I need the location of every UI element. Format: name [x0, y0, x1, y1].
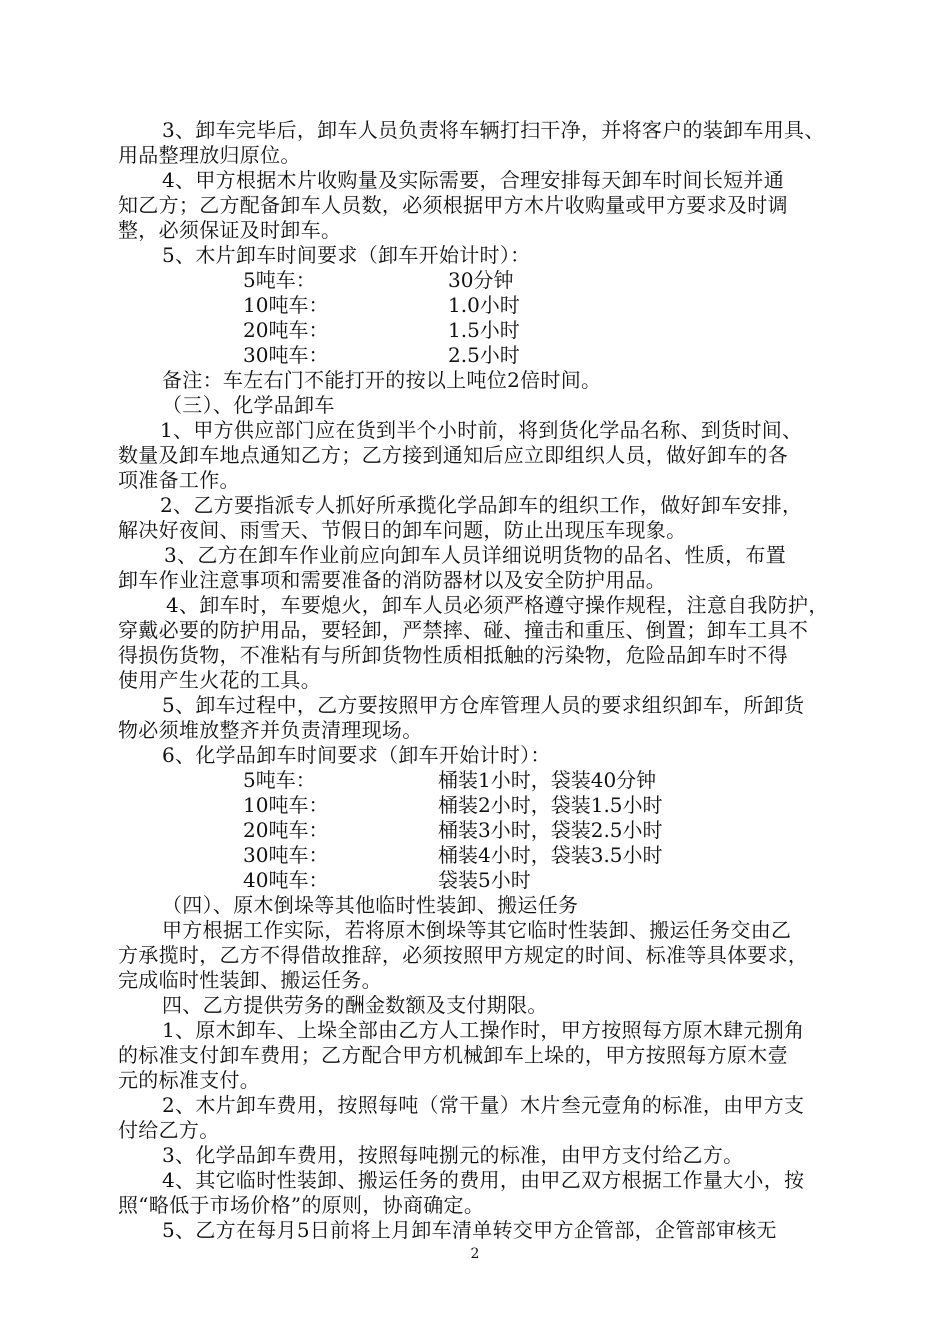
section-heading: 四、乙方提供劳务的酬金数额及支付期限。 — [162, 993, 548, 1017]
paragraph-line: 2、木片卸车费用，按照每吨（常干量）木片叁元壹角的标准，由甲方支 — [162, 1093, 805, 1117]
paragraph-line: 得损伤货物，不准粘有与所卸货物性质相抵触的污染物，危险品卸车时不得 — [118, 643, 788, 667]
paragraph-line: 5、木片卸车时间要求（卸车开始计时）： — [162, 243, 531, 267]
unload-time: 桶装4小时，袋装3.5小时 — [438, 843, 663, 867]
unload-time: 1.0小时 — [448, 293, 520, 317]
paragraph-line: 4、甲方根据木片收购量及实际需要，合理安排每天卸车时间长短并通 — [162, 168, 785, 192]
truck-size: 40吨车： — [243, 868, 329, 892]
paragraph-line: 项准备工作。 — [118, 468, 240, 492]
truck-size: 5吨车： — [243, 768, 316, 792]
unload-time: 袋装5小时 — [438, 868, 531, 892]
paragraph-line: 整，必须保证及时卸车。 — [118, 218, 342, 242]
paragraph-line: 5、卸车过程中，乙方要按照甲方仓库管理人员的要求组织卸车，所卸货 — [162, 693, 805, 717]
paragraph-line: 3、卸车完毕后，卸车人员负责将车辆打扫干净，并将客户的装卸车用具、 — [162, 118, 825, 142]
paragraph-line: 穿戴必要的防护用品，要轻卸，严禁摔、碰、撞击和重压、倒置；卸车工具不 — [118, 618, 809, 642]
paragraph-line: 5、乙方在每月5日前将上月卸车清单转交甲方企管部，企管部审核无 — [162, 1218, 777, 1242]
truck-size: 10吨车： — [243, 293, 329, 317]
unload-time: 1.5小时 — [448, 318, 520, 342]
unload-time: 30分钟 — [448, 268, 514, 292]
page-number: 2 — [470, 1246, 480, 1262]
unload-time: 桶装1小时，袋装40分钟 — [438, 768, 657, 792]
paragraph-line: 甲方根据工作实际，若将原木倒垛等其它临时性装卸、搬运任务交由乙 — [162, 918, 792, 942]
truck-size: 20吨车： — [243, 318, 329, 342]
paragraph-line: 照“略低于市场价格”的原则，协商确定。 — [118, 1193, 485, 1217]
truck-size: 20吨车： — [243, 818, 329, 842]
paragraph-line: 数量及卸车地点通知乙方；乙方接到通知后应立即组织人员，做好卸车的各 — [118, 443, 788, 467]
paragraph-line: 3、乙方在卸车作业前应向卸车人员详细说明货物的品名、性质，布置 — [164, 543, 787, 567]
paragraph-line: 1、原木卸车、上垛全部由乙方人工操作时，甲方按照每方原木肆元捌角 — [162, 1018, 805, 1042]
unload-time: 2.5小时 — [448, 343, 520, 367]
paragraph-line: 使用产生火花的工具。 — [118, 668, 321, 692]
paragraph-line: 用品整理放归原位。 — [118, 143, 301, 167]
paragraph-line: 1、甲方供应部门应在货到半个小时前，将到货化学品名称、到货时间、 — [160, 418, 803, 442]
paragraph-line: 卸车作业注意事项和需要准备的消防器材以及安全防护用品。 — [118, 568, 667, 592]
paragraph-line: 知乙方；乙方配备卸车人员数，必须根据甲方木片收购量或甲方要求及时调 — [118, 193, 788, 217]
paragraph-line: 付给乙方。 — [118, 1118, 220, 1142]
paragraph-line: 4、卸车时，车要熄火，卸车人员必须严格遵守操作规程，注意自我防护， — [166, 593, 829, 617]
section-heading: （四）、原木倒垛等其他临时性装卸、搬运任务 — [162, 893, 579, 917]
paragraph-line: 元的标准支付。 — [118, 1068, 261, 1092]
truck-size: 5吨车： — [243, 268, 316, 292]
truck-size: 30吨车： — [243, 843, 329, 867]
truck-size: 30吨车： — [243, 343, 329, 367]
paragraph-line: 3、化学品卸车费用，按照每吨捌元的标准，由甲方支付给乙方。 — [162, 1143, 744, 1167]
paragraph-line: 6、化学品卸车时间要求（卸车开始计时）： — [162, 743, 551, 767]
paragraph-line: 完成临时性装卸、搬运任务。 — [118, 968, 382, 992]
remark-line: 备注：车左右门不能打开的按以上吨位2倍时间。 — [162, 368, 602, 392]
paragraph-line: 解决好夜间、雨雪天、节假日的卸车问题，防止出现压车现象。 — [118, 518, 687, 542]
truck-size: 10吨车： — [243, 793, 329, 817]
paragraph-line: 方承揽时，乙方不得借故推辞，必须按照甲方规定的时间、标准等具体要求， — [118, 943, 809, 967]
paragraph-line: 4、其它临时性装卸、搬运任务的费用，由甲乙双方根据工作量大小，按 — [162, 1168, 805, 1192]
section-heading: （三）、化学品卸车 — [162, 393, 335, 417]
unload-time: 桶装3小时，袋装2.5小时 — [438, 818, 663, 842]
paragraph-line: 的标准支付卸车费用；乙方配合甲方机械卸车上垛的，甲方按照每方原木壹 — [118, 1043, 788, 1067]
paragraph-line: 2、乙方要指派专人抓好所承揽化学品卸车的组织工作，做好卸车安排， — [160, 493, 803, 517]
paragraph-line: 物必须堆放整齐并负责清理现场。 — [118, 718, 423, 742]
unload-time: 桶装2小时，袋装1.5小时 — [438, 793, 663, 817]
